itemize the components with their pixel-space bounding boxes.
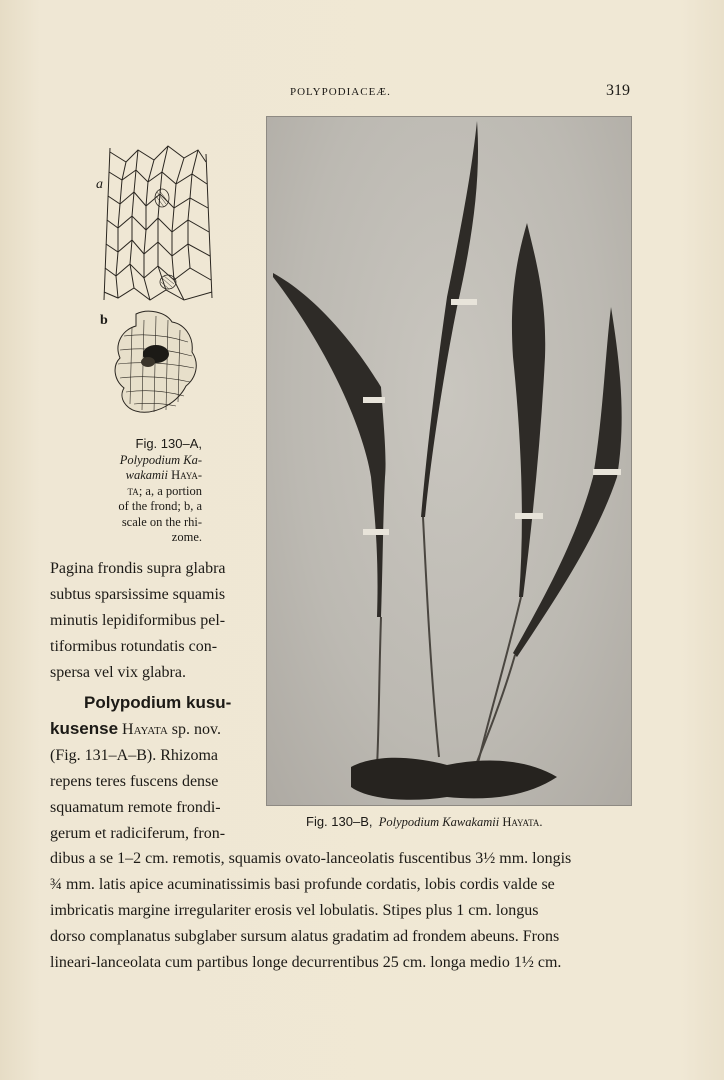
- text-line: gerum et radiciferum, fron-: [50, 825, 226, 842]
- fig-130b-species: Polypodium Kawakamii: [378, 815, 500, 829]
- species-heading-line1: Polypodium kusu-: [84, 693, 232, 712]
- text-line: tiformibus rotundatis con-: [50, 638, 218, 655]
- label-a: a: [96, 177, 103, 192]
- label-b: b: [100, 313, 108, 328]
- text-line: minutis lepidiformibus pel-: [50, 612, 226, 629]
- figure-130b-caption: [306, 814, 542, 830]
- text-line: dorso complanatus subglaber sursum alatus gradatim ad frondem abeuns. Frons: [50, 928, 560, 945]
- text-line: ¾ mm. latis apice acuminatissimis basi profunde cordatis, lobis cordis valde se: [50, 876, 555, 893]
- species-author: Hayata: [122, 721, 168, 738]
- running-title: POLYPODIACEÆ.: [290, 86, 391, 98]
- rhizome-scale-drawing: [96, 306, 206, 418]
- text-line: Pagina frondis supra glabra: [50, 560, 226, 577]
- caption-desc3: scale on the rhi-: [121, 514, 202, 529]
- fig-130a-label: Fig. 130–A,: [135, 436, 202, 451]
- fig-130b-label: Fig. 130–B,: [306, 814, 373, 829]
- text-line: lineari-lanceolata cum partibus longe decurrentibus 25 cm. longa medio 1½ cm.: [50, 954, 562, 971]
- frond-venation-drawing: [96, 132, 220, 304]
- left-column-text: [50, 556, 250, 847]
- herbarium-photograph: [266, 116, 632, 806]
- text-line: imbricatis margine irregulariter erosis vel lobulatis. Stipes plus 1 cm. longus: [50, 902, 539, 919]
- fig-130b-author: Hayata.: [502, 815, 543, 829]
- figure-130a-caption: [96, 436, 202, 546]
- text-line: dibus a se 1–2 cm. remotis, squamis ovato-lanceolatis fuscentibus 3½ mm. longis: [50, 850, 572, 867]
- full-width-text: [50, 846, 638, 976]
- caption-species-line2: wakamii: [125, 468, 168, 482]
- page-number: 319: [606, 82, 630, 99]
- species-heading-line2: [50, 716, 250, 743]
- text-line: repens teres fuscens dense: [50, 773, 219, 790]
- caption-author-part2: ta: [127, 483, 139, 498]
- text-line: subtus sparsissime squamis: [50, 586, 226, 603]
- text-line: squamatum remote frondi-: [50, 799, 221, 816]
- caption-desc4: zome.: [171, 530, 202, 544]
- species-epithet: kusense: [50, 719, 119, 738]
- caption-species-line1: Polypodium Ka-: [119, 452, 202, 467]
- caption-author-part1: Haya-: [171, 468, 202, 482]
- species-status: sp. nov.: [167, 721, 221, 738]
- caption-desc2: of the frond; b, a: [118, 499, 202, 513]
- caption-desc1: ; a, a portion: [138, 483, 202, 498]
- text-line: spersa vel vix glabra.: [50, 664, 186, 681]
- text-line: (Fig. 131–A–B). Rhizoma: [50, 747, 218, 764]
